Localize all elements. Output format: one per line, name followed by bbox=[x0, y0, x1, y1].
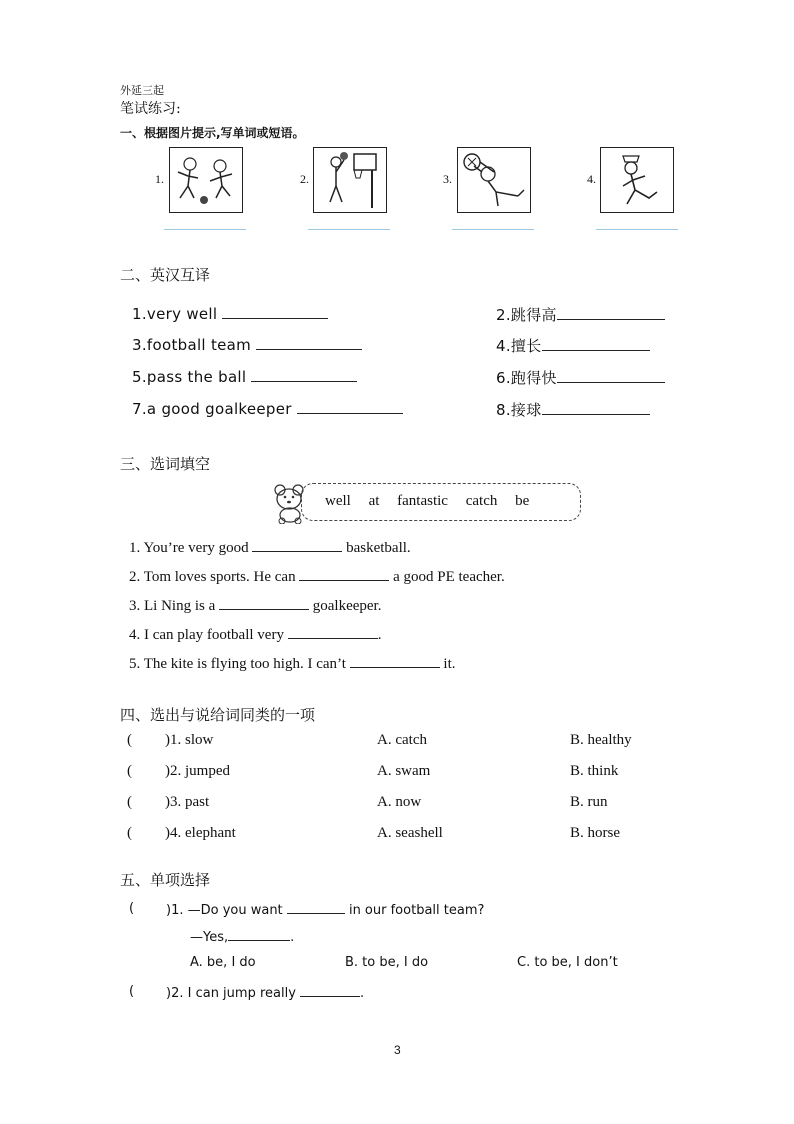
pic-number: 4. bbox=[587, 172, 596, 186]
pic-number: 2. bbox=[300, 172, 309, 186]
translation-item bbox=[496, 367, 665, 388]
word-bank: well at fantastic catch be bbox=[325, 493, 530, 509]
item-number: 2. bbox=[129, 569, 141, 585]
option-b[interactable]: B. horse bbox=[570, 825, 620, 841]
item-text: basketball. bbox=[346, 540, 411, 556]
translation-item bbox=[132, 399, 403, 418]
item-text: . bbox=[377, 627, 382, 643]
item-text: 跳得高 bbox=[510, 306, 557, 324]
option-b[interactable]: B. to be, I do bbox=[345, 955, 429, 970]
answer-line-1[interactable] bbox=[164, 229, 246, 230]
option-a[interactable]: A. seashell bbox=[377, 825, 443, 841]
option-b[interactable]: B. think bbox=[570, 763, 619, 779]
page-title: 笔试练习: bbox=[120, 101, 181, 117]
question-text: . bbox=[360, 986, 365, 1001]
picture-1 bbox=[169, 147, 243, 213]
reply-text: . bbox=[290, 930, 295, 945]
picture-4 bbox=[600, 147, 674, 213]
option-c[interactable]: C. to be, I don’t bbox=[517, 955, 618, 970]
item-text: football team bbox=[146, 336, 252, 354]
section3-title: 三、选词填空 bbox=[120, 455, 211, 473]
item-text: a good PE teacher. bbox=[393, 569, 505, 585]
answer-blank[interactable] bbox=[219, 595, 309, 610]
item-text: very well bbox=[146, 305, 218, 323]
item-text: You’re very good bbox=[143, 540, 249, 556]
question-word: )1. slow bbox=[165, 732, 214, 748]
answer-blank[interactable] bbox=[228, 928, 290, 941]
basketball-hoop-icon bbox=[314, 148, 386, 212]
mc-question-2 bbox=[166, 984, 364, 1001]
question-word: )3. past bbox=[165, 794, 210, 810]
question-word: )2. jumped bbox=[165, 763, 230, 779]
section2-title: 二、英汉互译 bbox=[120, 266, 211, 284]
translation-item bbox=[132, 304, 328, 323]
option-a[interactable]: A. be, I do bbox=[190, 955, 256, 970]
item-text: pass the ball bbox=[146, 368, 247, 386]
item-text: goalkeeper. bbox=[312, 598, 382, 614]
answer-blank[interactable] bbox=[222, 304, 328, 319]
section5-title: 五、单项选择 bbox=[120, 871, 211, 889]
header-note: 外延三起 bbox=[120, 84, 164, 97]
answer-line-3[interactable] bbox=[452, 229, 534, 230]
item-number: 8. bbox=[496, 401, 511, 419]
answer-blank[interactable] bbox=[299, 566, 389, 581]
item-text: I can play football very bbox=[144, 627, 284, 643]
item-number: 4. bbox=[496, 337, 511, 355]
page-number: 3 bbox=[394, 1043, 401, 1057]
kids-playing-football-icon bbox=[170, 148, 242, 212]
item-text: 擅长 bbox=[510, 337, 542, 355]
picture-2 bbox=[313, 147, 387, 213]
answer-blank[interactable] bbox=[557, 305, 665, 320]
question-text: )2. I can jump really bbox=[166, 986, 296, 1001]
answer-blank[interactable] bbox=[542, 336, 650, 351]
item-text: it. bbox=[443, 656, 456, 672]
item-number: 4. bbox=[129, 627, 141, 643]
fill-item bbox=[129, 595, 381, 615]
section1-title: 一、根据图片提示,写单词或短语。 bbox=[120, 126, 305, 140]
answer-blank[interactable] bbox=[557, 368, 665, 383]
answer-blank[interactable] bbox=[256, 335, 362, 350]
answer-blank[interactable] bbox=[288, 624, 378, 639]
answer-line-2[interactable] bbox=[308, 229, 390, 230]
fill-item bbox=[129, 653, 456, 673]
mc-reply bbox=[190, 928, 294, 945]
option-b[interactable]: B. healthy bbox=[570, 732, 632, 748]
paren[interactable]: ( bbox=[127, 763, 132, 779]
answer-blank[interactable] bbox=[251, 367, 357, 382]
fill-item bbox=[129, 624, 381, 644]
item-number: 3. bbox=[129, 598, 141, 614]
pic-number: 3. bbox=[443, 172, 452, 186]
option-a[interactable]: A. now bbox=[377, 794, 422, 810]
item-text: a good goalkeeper bbox=[146, 400, 292, 418]
paren[interactable]: ( bbox=[127, 825, 132, 841]
item-number: 7. bbox=[132, 400, 147, 418]
translation-item bbox=[132, 367, 357, 386]
question-text: in our football team? bbox=[348, 903, 485, 918]
paren[interactable]: ( bbox=[127, 732, 132, 748]
item-number: 3. bbox=[132, 336, 147, 354]
section4-title: 四、选出与说给词同类的一项 bbox=[120, 706, 316, 724]
paren[interactable]: ( bbox=[129, 901, 135, 916]
item-text: 跑得快 bbox=[510, 369, 557, 387]
running-man-icon bbox=[601, 148, 673, 212]
question-word: )4. elephant bbox=[165, 825, 236, 841]
answer-blank[interactable] bbox=[297, 399, 403, 414]
item-text: Li Ning is a bbox=[144, 598, 216, 614]
paren[interactable]: ( bbox=[127, 794, 132, 810]
item-number: 2. bbox=[496, 306, 511, 324]
item-text: 接球 bbox=[510, 401, 542, 419]
mc-question-1 bbox=[166, 901, 484, 918]
answer-blank[interactable] bbox=[252, 537, 342, 552]
answer-line-4[interactable] bbox=[596, 229, 678, 230]
translation-item bbox=[496, 399, 650, 420]
picture-3 bbox=[457, 147, 531, 213]
paren[interactable]: ( bbox=[129, 984, 135, 999]
item-number: 5. bbox=[129, 656, 141, 672]
item-number: 1. bbox=[129, 540, 141, 556]
option-b[interactable]: B. run bbox=[570, 794, 608, 810]
item-text: Tom loves sports. He can bbox=[143, 569, 296, 585]
fill-item bbox=[129, 537, 411, 557]
pic-number: 1. bbox=[155, 172, 164, 186]
reply-text: —Yes, bbox=[190, 930, 229, 945]
answer-blank[interactable] bbox=[350, 653, 440, 668]
translation-item bbox=[496, 335, 650, 356]
translation-item bbox=[132, 335, 362, 354]
question-text: )1. —Do you want bbox=[166, 903, 283, 918]
translation-item bbox=[496, 304, 665, 325]
item-number: 1. bbox=[132, 305, 147, 323]
item-number: 5. bbox=[132, 368, 147, 386]
answer-blank[interactable] bbox=[287, 901, 345, 914]
goalkeeper-catching-ball-icon bbox=[458, 148, 530, 212]
option-a[interactable]: A. swam bbox=[377, 763, 431, 779]
fill-item bbox=[129, 566, 505, 586]
item-number: 6. bbox=[496, 369, 511, 387]
item-text: The kite is flying too high. I can’t bbox=[143, 656, 346, 672]
answer-blank[interactable] bbox=[542, 400, 650, 415]
option-a[interactable]: A. catch bbox=[377, 732, 427, 748]
answer-blank[interactable] bbox=[300, 984, 360, 997]
